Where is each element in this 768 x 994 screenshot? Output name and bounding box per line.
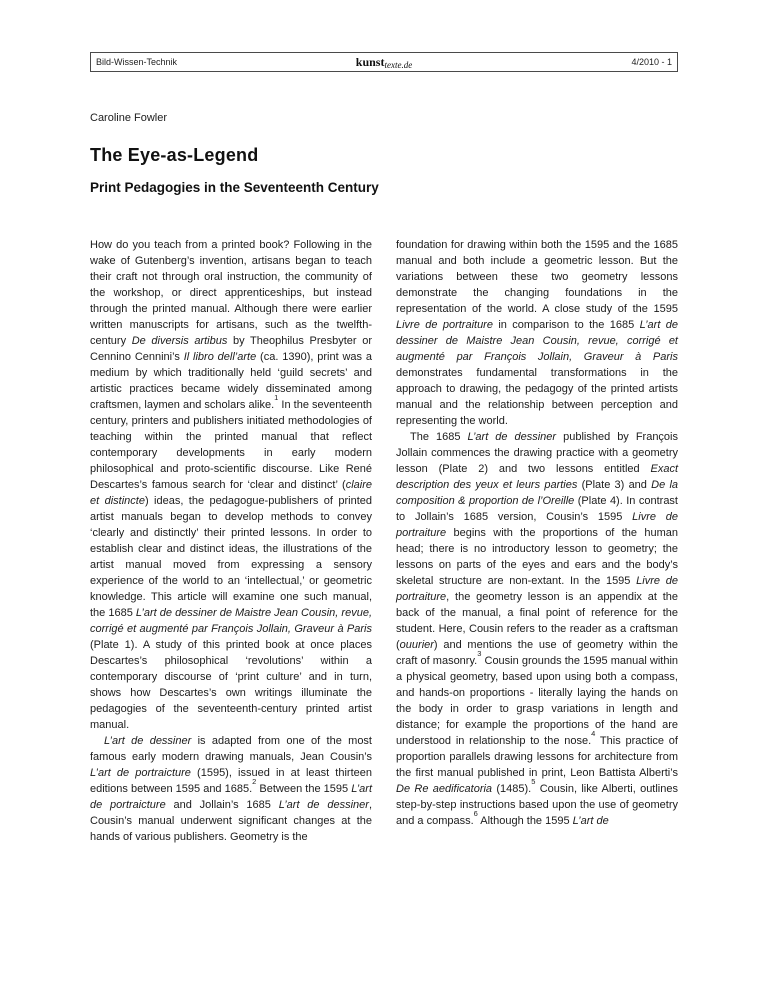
body-text: , Cousin’s manual underwent significant changes at the hands of various publishers. Geometry is the (90, 799, 372, 843)
body-text: (ca. 1390), print was a medium by which traditionally held ‘guild secrets’ and artistic practices became widely disseminated among craftsmen, laymen and scholars alike. (90, 351, 373, 411)
body-text: published by François Jollain commences the drawing practice with a geometry lesson (Plate 2) and two lessons entitled (396, 431, 678, 475)
paragraph (396, 429, 678, 829)
italic-title-text: L’art de dessiner (278, 799, 369, 811)
kunsttexte-logo (288, 55, 480, 70)
body-text: Cousin grounds the 1595 manual within a physical geometry, based upon using both a compass, and hands-on proportions - literally laying the hands on the body in order to grasp variations in length and distance; for example the proportions of the hand are understood in relationship to the nose. (396, 655, 678, 747)
italic-title-text: De Re aedificatoria (396, 783, 493, 795)
body-text: , the geometry lesson is an appendix at the back of the manual, a final point of reference for the student. Here, Cousin refers to the reader as a craftsman ( (396, 591, 678, 651)
logo-text-sub: texte.de (384, 59, 413, 70)
italic-title-text: Livre de portraiture (396, 319, 493, 331)
footnote-reference: 2 (252, 776, 257, 786)
journal-header (90, 52, 678, 72)
body-text: This practice of proportion parallels drawing lessons for architecture from the first manual published in print, Leon Battista Alberti’s (396, 735, 678, 779)
italic-title-text: L’art de dessiner de Maistre Jean Cousin, revue, corrigé et augmenté par François Jollain, Graveur à Paris (396, 319, 678, 363)
article-body (90, 237, 678, 845)
body-text: How do you teach from a printed book? Following in the wake of Gutenberg’s invention, artisans began to teach their craft not through oral instruction, the community of the workshop, or direct apprenticeships, but instead through the printed manual. Although there were earlier written manuscripts for artisans, such as the twelfth-century (90, 239, 372, 347)
footnote-reference: 1 (274, 392, 279, 402)
body-text: by Theophilus Presbyter or Cennino Cennini’s (90, 335, 372, 363)
italic-title-text: Exact description des yeux et leurs parties (396, 463, 678, 491)
italic-title-text: Livre de portraiture (396, 511, 678, 539)
body-text: (Plate 3) and (577, 479, 652, 491)
body-text: is adapted from one of the most famous early modern drawing manuals, Jean Cousin’s (90, 735, 372, 763)
article-subtitle: Print Pedagogies in the Seventeenth Century (90, 180, 379, 195)
italic-title-text: L’art de dessiner (104, 735, 192, 747)
italic-title-text: L’art de portraicture (90, 767, 191, 779)
body-text: demonstrates fundamental transformations in the approach to drawing, the pedagogy of the printed artists manual and the relationship between perception and representing the world. (396, 367, 678, 427)
body-text: foundation for drawing within both the 1595 and the 1685 manual and both include a geometric lesson. But the variations between these two geometry lessons demonstrate the changing foundations in the representation of the world. A close study of the 1595 (396, 239, 678, 315)
italic-title-text: claire et distincte (90, 479, 372, 507)
body-text: In the seventeenth century, printers and publishers initiated methodologies of teaching within the printed manual that reflect contemporary developments in early modern philosophical and proto-scientific discourse. Like René Descartes’s famous search for ‘clear and distinct’ ( (90, 399, 372, 491)
right-column (396, 237, 678, 845)
body-text: ) ideas, the pedagogue-publishers of printed artist manuals began to develop methods to convey ‘clearly and distinctly’ their printed lessons. In order to establish clear and distinct ideas, the illustrations of the artist manual moved from expressing a sensory experience of the world to an ‘intellectual,’ or geometric knowledge. This article will examine one such manual, the 1685 (90, 495, 372, 619)
footnote-reference: 6 (473, 808, 478, 818)
body-text: and Jollain’s 1685 (165, 799, 279, 811)
issue-number: 4/2010 - 1 (631, 57, 672, 67)
italic-title-text: Il libro dell’arte (183, 351, 257, 363)
italic-title-text: L’art de (572, 815, 609, 827)
italic-title-text: L’art de dessiner (467, 431, 557, 443)
body-text: The 1685 (410, 431, 468, 443)
body-text: (Plate 4). In contrast to Jollain’s 1685 version, Cousin’s 1595 (396, 495, 678, 523)
paragraph (396, 237, 678, 429)
left-column (90, 237, 372, 845)
footnote-reference: 3 (477, 648, 482, 658)
italic-title-text: ouurier (399, 639, 434, 651)
body-text: Between the 1595 (256, 783, 352, 795)
italic-title-text: Livre de portraiture (396, 575, 678, 603)
italic-title-text: De la composition & proportion de l’Oreille (396, 479, 679, 507)
italic-title-text: L’art de portraicture (90, 783, 372, 811)
document-page (90, 0, 678, 845)
body-text: Although the 1595 (477, 815, 573, 827)
body-text: (1485). (492, 783, 532, 795)
body-text: (Plate 1). A study of this printed book at once places Descartes’s philosophical ‘revolutions’ within a contemporary discourse of ‘print culture’ and in turn, shows how Descartes’s own writings illuminate the pedagogies of the seventeenth-century printed artist manual. (90, 639, 372, 731)
body-text: in comparison to the 1685 (492, 319, 640, 331)
article-title: The Eye-as-Legend (90, 145, 259, 165)
italic-title-text: De diversis artibus (131, 335, 228, 347)
author-name: Caroline Fowler (90, 112, 168, 124)
body-text: ) and mentions the use of geometry within the craft of masonry. (396, 639, 678, 667)
footnote-reference: 4 (591, 728, 596, 738)
journal-section-name: Bild-Wissen-Technik (96, 57, 178, 67)
paragraph (90, 237, 372, 733)
footnote-reference: 5 (531, 776, 536, 786)
paragraph (90, 733, 372, 845)
body-text: Cousin, like Alberti, outlines step-by-step instructions based upon the use of geometry and a compass. (396, 783, 678, 827)
body-text: begins with the proportions of the human head; there is no introductory lesson to geometry; the lessons on parts of the eyes and ears and the body’s skeletal structure are non-extant. In the 1595 (396, 527, 678, 587)
italic-title-text: L’art de dessiner de Maistre Jean Cousin, revue, corrigé et augmenté par François Jollain, Graveur à Paris (90, 607, 372, 635)
logo-text-main: kunst (355, 54, 385, 69)
body-text: (1595), issued in at least thirteen editions between 1595 and 1685. (90, 767, 372, 795)
